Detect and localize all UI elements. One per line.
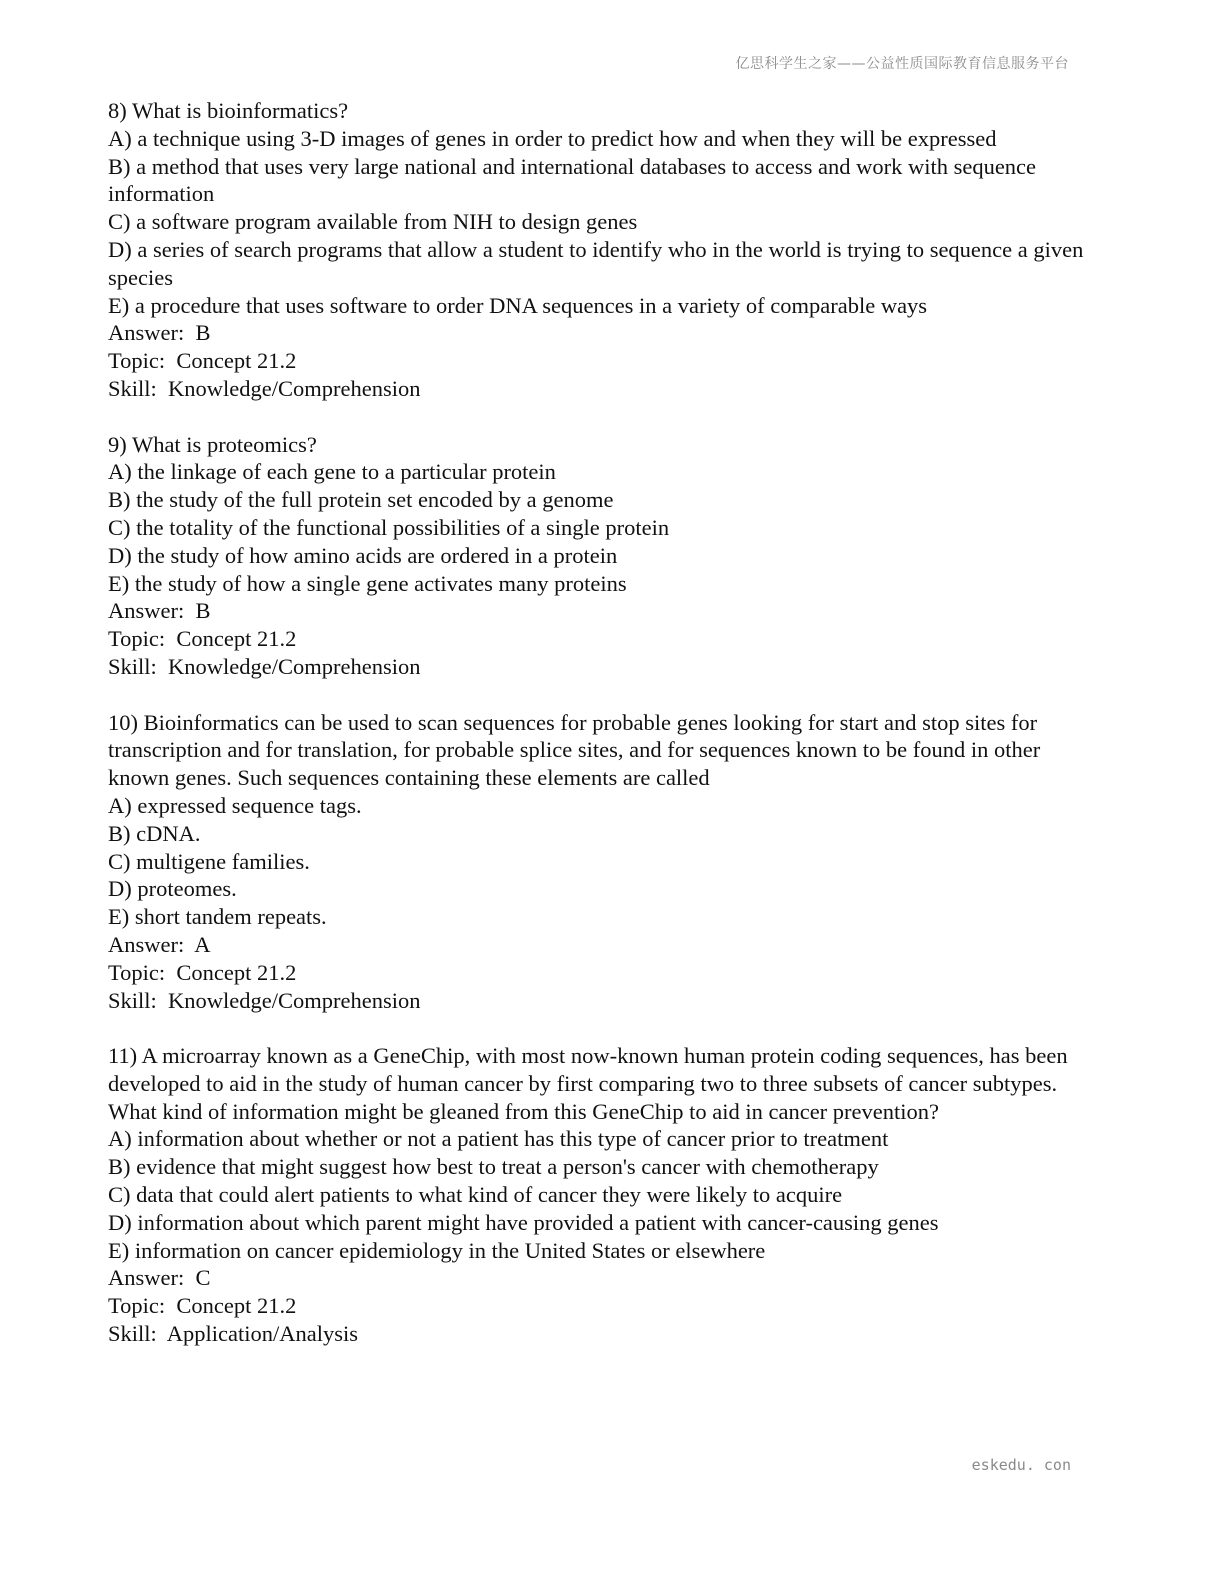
answer-option-b: B) a method that uses very large national and international databases to access and work with sequence information [108, 153, 1042, 207]
answer-option-a: A) a technique using 3-D images of genes in order to predict how and when they will be expressed [108, 125, 997, 151]
answer-option-a: A) expressed sequence tags. [108, 792, 362, 818]
page-header-site-name: 亿思科学生之家——公益性质国际教育信息服务平台 [735, 56, 1069, 72]
answer-option-d: D) information about which parent might have provided a patient with cancer-causing genes [108, 1209, 939, 1235]
topic-label: Topic: Concept 21.2 [108, 626, 297, 652]
topic-label: Topic: Concept 21.2 [108, 1293, 297, 1319]
answer-option-d: D) the study of how amino acids are ordered in a protein [108, 542, 618, 568]
answer-option-c: C) a software program available from NIH to design genes [108, 209, 638, 235]
question-stem: 10) Bioinformatics can be used to scan sequences for probable genes looking for start and stop sites for transcription and for translation, for probable splice sites, and for sequences known to be found in other known genes. Such sequences containing these elements are called [108, 709, 1046, 791]
skill-label: Skill: Knowledge/Comprehension [108, 653, 421, 679]
answer-option-c: C) multigene families. [108, 848, 310, 874]
question-list [108, 97, 1098, 1376]
topic-label: Topic: Concept 21.2 [108, 348, 297, 374]
question-8 [108, 97, 1098, 403]
answer-key: Answer: A [108, 931, 211, 957]
answer-option-d: D) proteomes. [108, 876, 237, 902]
answer-option-e: E) information on cancer epidemiology in the United States or elsewhere [108, 1237, 766, 1263]
question-11 [108, 1042, 1098, 1348]
answer-key: Answer: C [108, 1265, 211, 1291]
answer-option-a: A) the linkage of each gene to a particular protein [108, 459, 556, 485]
question-stem: 8) What is bioinformatics? [108, 98, 349, 123]
answer-option-e: E) short tandem repeats. [108, 904, 327, 930]
answer-option-b: B) the study of the full protein set encoded by a genome [108, 487, 614, 513]
answer-option-b: B) evidence that might suggest how best to treat a person's cancer with chemotherapy [108, 1154, 879, 1180]
question-9 [108, 431, 1098, 681]
answer-option-c: C) the totality of the functional possibilities of a single protein [108, 514, 670, 540]
skill-label: Skill: Knowledge/Comprehension [108, 987, 421, 1013]
answer-option-e: E) a procedure that uses software to order DNA sequences in a variety of comparable ways [108, 292, 928, 318]
answer-option-c: C) data that could alert patients to what kind of cancer they were likely to acquire [108, 1182, 843, 1208]
topic-label: Topic: Concept 21.2 [108, 959, 297, 985]
answer-option-b: B) cDNA. [108, 820, 201, 846]
skill-label: Skill: Application/Analysis [108, 1321, 359, 1347]
question-stem: 11) A microarray known as a GeneChip, with most now-known human protein coding sequences, has been developed to aid in the study of human cancer by first comparing two to three subsets of cancer subtypes. What kind of information might be gleaned from this GeneChip to aid in cancer prevention? [108, 1043, 1074, 1124]
answer-option-e: E) the study of how a single gene activates many proteins [108, 570, 627, 596]
answer-option-d: D) a series of search programs that allow a student to identify who in the world is trying to sequence a given species [108, 236, 1089, 290]
answer-option-a: A) information about whether or not a patient has this type of cancer prior to treatment [108, 1126, 889, 1152]
page-footer-domain: eskedu. con [971, 1456, 1071, 1474]
answer-key: Answer: B [108, 320, 211, 346]
skill-label: Skill: Knowledge/Comprehension [108, 375, 421, 401]
question-10 [108, 709, 1098, 1015]
answer-key: Answer: B [108, 598, 211, 624]
question-stem: 9) What is proteomics? [108, 431, 317, 457]
